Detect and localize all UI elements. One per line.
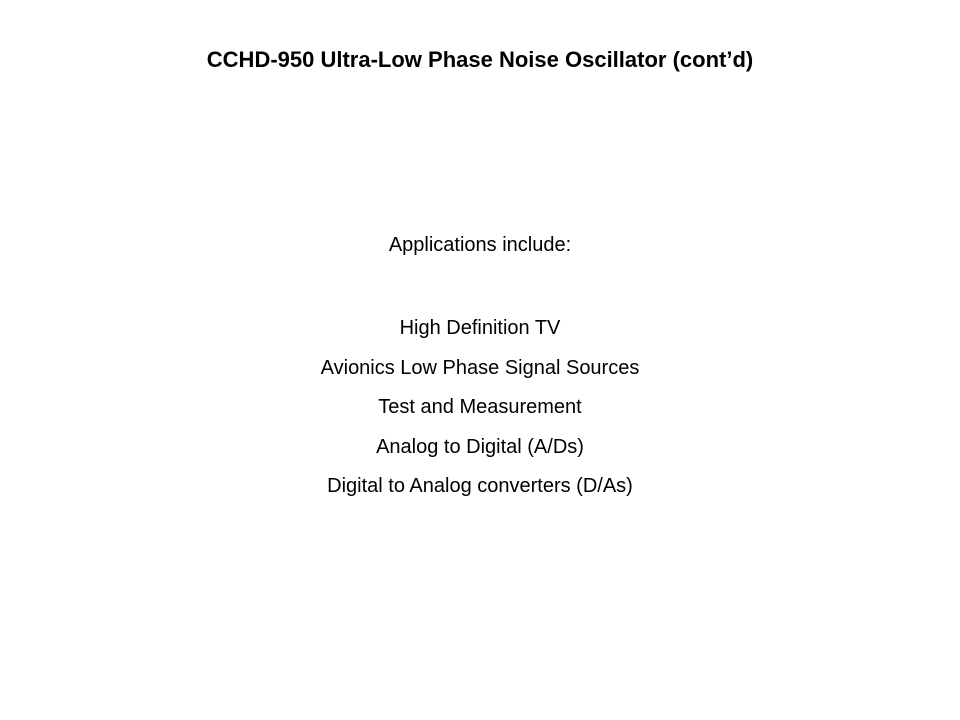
application-item-dac: Digital to Analog converters (D/As) — [327, 475, 633, 497]
applications-intro: Applications include: — [388, 234, 572, 256]
applications-list — [0, 309, 960, 507]
application-item-avionics: Avionics Low Phase Signal Sources — [320, 356, 640, 379]
application-item-adc: Analog to Digital (A/Ds) — [376, 435, 584, 458]
slide-title: CCHD-950 Ultra-Low Phase Noise Oscillator (cont’d) — [206, 47, 754, 72]
slide-content — [0, 229, 960, 497]
application-item-hdtv: High Definition TV — [399, 317, 561, 339]
application-item-test-measurement: Test and Measurement — [378, 396, 582, 418]
